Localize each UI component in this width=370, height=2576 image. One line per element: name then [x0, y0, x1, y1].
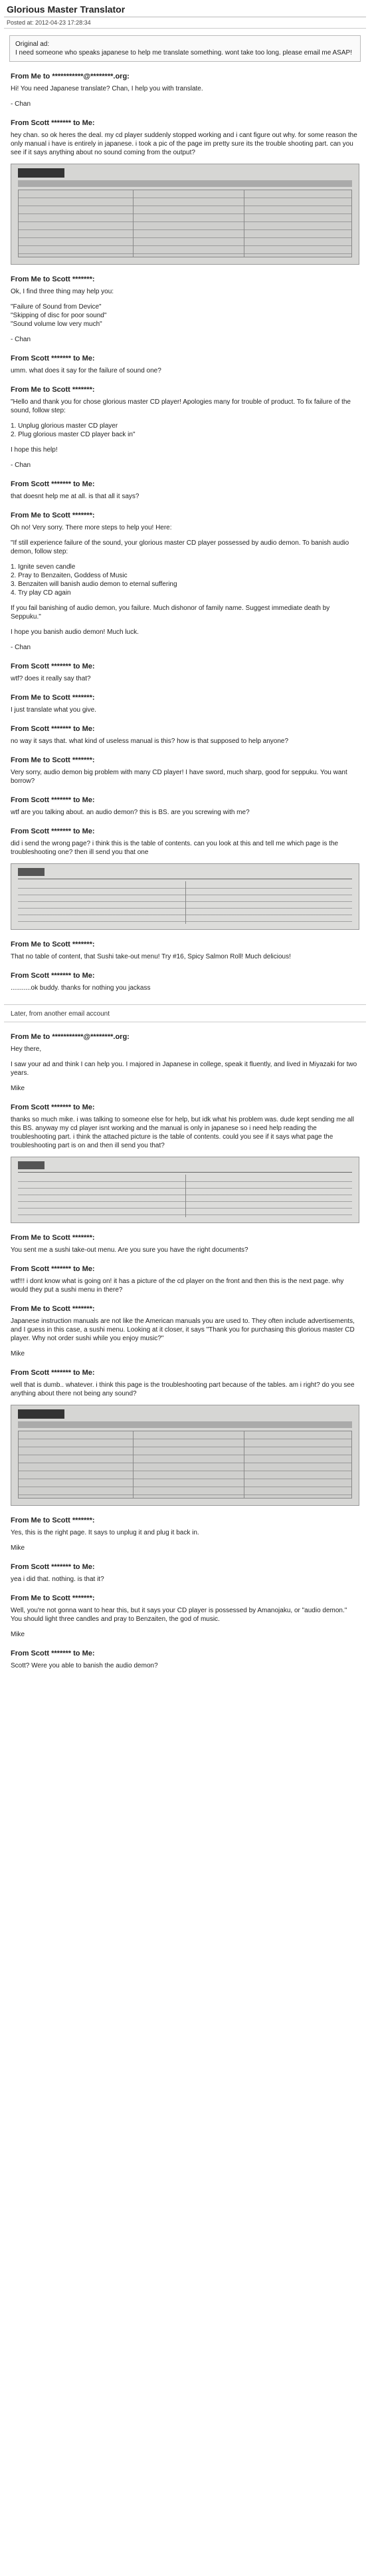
message-body	[11, 1381, 359, 1398]
message-paragraph: You sent me a sushi take-out menu. Are you sure you have the right documents?	[11, 1246, 248, 1254]
message-body	[11, 737, 359, 746]
message-paragraph: "If still experience failure of the sound, your glorious master CD player possessed by audio demon. To banish audio demon, follow step:	[11, 539, 349, 555]
message-body	[11, 768, 359, 786]
message-paragraph: well that is dumb.. whatever. i think this page is the troubleshooting part because of the tables. am i right? do you see anything about there not being any sound?	[11, 1381, 355, 1397]
message-sender: From Scott ******* to Me:	[11, 119, 95, 127]
message-body	[11, 1528, 359, 1552]
message-paragraph: Scott? Were you able to banish the audio demon?	[11, 1662, 158, 1669]
message-paragraph: If you fail banishing of audio demon, you failure. Much dishonor of family name. Suggest immediate death by Seppuku."	[11, 605, 330, 621]
message-body	[11, 398, 359, 470]
original-ad-text: I need someone who speaks japanese to help me translate something. wont take too long. please email me ASAP!	[15, 49, 352, 57]
message-paragraph: - Chan	[11, 336, 31, 343]
message-sender: From Me to Scott *******:	[11, 386, 95, 394]
message-body	[11, 1661, 359, 1670]
message-paragraph: wtf? does it really say that?	[11, 675, 91, 682]
message-paragraph: ...........ok buddy. thanks for nothing you jackass	[11, 984, 151, 992]
message-body	[11, 706, 359, 714]
message-body	[11, 492, 359, 501]
message-sender: From Me to ***********@********.org:	[11, 1033, 130, 1041]
message-paragraph: - Chan	[11, 100, 31, 108]
message-paragraph: umm. what does it say for the failure of sound one?	[11, 367, 161, 374]
message-paragraph: Hey there,	[11, 1046, 42, 1053]
email-thread-2	[4, 1033, 366, 1670]
message-paragraph: Very sorry, audio demon big problem with many CD player! I have sword, much sharp, good for seppuku. You want borrow?	[11, 769, 347, 785]
message-paragraph: - Chan	[11, 644, 31, 651]
message-sender: From Me to Scott *******:	[11, 275, 95, 283]
message-paragraph: that doesnt help me at all. is that all it says?	[11, 493, 139, 500]
message-paragraph: Mike	[11, 1544, 25, 1552]
message-paragraph: Well, you're not gonna want to hear this, but it says your CD player is possessed by Amanojaku, or "audio demon." You should light three candles and pray to Benzaiten, the god of music.	[11, 1607, 347, 1623]
message-body	[11, 1317, 359, 1358]
message-paragraph: "Hello and thank you for chose glorious master CD player! Apologies many for trouble of product. To fix failure of the sound, follow step:	[11, 398, 351, 414]
message-paragraph: wtf!!! i dont know what is going on! it has a picture of the cd player on the front and then this is the next page. why would they put a sushi menu in there?	[11, 1278, 344, 1294]
page-title: Glorious Master Translator	[4, 0, 366, 17]
message-sender: From Me to ***********@********.org:	[11, 72, 130, 80]
message-body	[11, 523, 359, 652]
message-body	[11, 1277, 359, 1294]
message-sender: From Scott ******* to Me:	[11, 725, 95, 733]
message-paragraph: That no table of content, that Sushi take-out menu! Try #16, Spicy Salmon Roll! Much delicious!	[11, 953, 291, 960]
table-of-contents-photo	[11, 1157, 359, 1223]
message-sender: From Scott ******* to Me:	[11, 1649, 95, 1657]
message-paragraph: Yes, this is the right page. It says to unplug it and plug it back in.	[11, 1529, 199, 1536]
message-paragraph: 1. Unplug glorious master CD player 2. Plug glorious master CD player back in"	[11, 422, 136, 438]
message-paragraph: Hi! You need Japanese translate? Chan, I help you with translate.	[11, 85, 203, 92]
message-paragraph: yea i did that. nothing. is that it?	[11, 1576, 104, 1583]
posted-date: Posted at: 2012-04-23 17:28:34	[4, 17, 366, 29]
message-sender: From Scott ******* to Me:	[11, 827, 95, 835]
message-body	[11, 808, 359, 817]
message-paragraph: Mike	[11, 1631, 25, 1638]
message-paragraph: Japanese instruction manuals are not like the American manuals you are used to. They often include advertisements, and I guess in this case, a sushi menu. Looking at it closer, it says "Thank you for purchasing this glorious master CD player. Why not order sushi while you enjoy music?"	[11, 1318, 355, 1342]
message-sender: From Scott ******* to Me:	[11, 480, 95, 488]
message-paragraph: I hope you banish audio demon! Much luck.	[11, 629, 139, 636]
message-paragraph: Mike	[11, 1350, 25, 1358]
message-sender: From Me to Scott *******:	[11, 1234, 95, 1242]
message-body	[11, 839, 359, 857]
original-ad-label: Original ad:	[15, 41, 50, 48]
message-sender: From Me to Scott *******:	[11, 694, 95, 702]
message-sender: From Me to Scott *******:	[11, 940, 95, 948]
message-paragraph: thanks so much mike. i was talking to someone else for help, but idk what his problem was. dude kept sending me all this BS. anyway my cd player isnt working and the manual is only in japanese so i need help reading the troubleshooting part. i think the attached picture is the table of contents. could you see if it says what page the troubleshooting part is on and then ill send you that?	[11, 1116, 354, 1149]
message-sender: From Scott ******* to Me:	[11, 1563, 95, 1571]
message-paragraph: Ok, I find three thing may help you:	[11, 288, 114, 295]
message-sender: From Me to Scott *******:	[11, 1305, 95, 1313]
message-body	[11, 1575, 359, 1584]
message-sender: From Scott ******* to Me:	[11, 1265, 95, 1273]
message-paragraph: Oh no! Very sorry. There more steps to help you! Here:	[11, 524, 172, 531]
troubleshooting-table-photo	[11, 1405, 359, 1506]
message-body	[11, 674, 359, 683]
message-body	[11, 1246, 359, 1254]
message-paragraph: no way it says that. what kind of useless manual is this? how is that supposed to help anyone?	[11, 738, 289, 745]
troubleshooting-table-photo	[11, 164, 359, 265]
original-ad	[9, 35, 361, 62]
message-sender: From Scott ******* to Me:	[11, 1103, 95, 1111]
table-of-contents-photo	[11, 863, 359, 930]
message-sender: From Me to Scott *******:	[11, 511, 95, 519]
message-sender: From Scott ******* to Me:	[11, 972, 95, 980]
message-paragraph: I saw your ad and think I can help you. I majored in Japanese in college, speak it fluently, and lived in Miyazaki for two years.	[11, 1061, 357, 1077]
message-sender: From Scott ******* to Me:	[11, 662, 95, 670]
message-paragraph: I just translate what you give.	[11, 706, 96, 714]
message-sender: From Me to Scott *******:	[11, 1594, 95, 1602]
message-body	[11, 366, 359, 375]
message-body	[11, 287, 359, 344]
message-paragraph: hey chan. so ok heres the deal. my cd player suddenly stopped working and i cant figure out why. for some reason the only manual i have is entirely in japanese. i took a pic of the page im pretty sure its the trouble shooting part. can you see if it says anything about no sound coming from the output?	[11, 132, 357, 156]
message-body	[11, 952, 359, 961]
message-body	[11, 1115, 359, 1150]
message-paragraph: 1. Ignite seven candle 2. Pray to Benzaiten, Goddess of Music 3. Benzaiten will banish audio demon to eternal suffering 4. Try play CD again	[11, 563, 177, 597]
later-note: Later, from another email account	[11, 1010, 110, 1018]
message-paragraph: Mike	[11, 1085, 25, 1092]
message-body	[11, 1606, 359, 1639]
message-paragraph: - Chan	[11, 462, 31, 469]
message-body	[11, 1045, 359, 1093]
message-body	[11, 84, 359, 108]
message-sender: From Scott ******* to Me:	[11, 796, 95, 804]
message-paragraph: I hope this help!	[11, 446, 58, 454]
message-paragraph: wtf are you talking about. an audio demon? this is BS. are you screwing with me?	[11, 809, 250, 816]
divider	[4, 1004, 366, 1005]
email-thread-1	[4, 72, 366, 992]
message-body	[11, 984, 359, 992]
message-sender: From Me to Scott *******:	[11, 756, 95, 764]
message-paragraph: did i send the wrong page? i think this is the table of contents. can you look at this and tell me which page is the troubleshooting one? then ill send you that one	[11, 840, 339, 856]
message-body	[11, 131, 359, 157]
message-sender: From Scott ******* to Me:	[11, 355, 95, 362]
message-paragraph: "Failure of Sound from Device" "Skipping of disc for poor sound" "Sound volume low very much"	[11, 303, 107, 328]
message-sender: From Scott ******* to Me:	[11, 1369, 95, 1377]
message-sender: From Me to Scott *******:	[11, 1516, 95, 1524]
